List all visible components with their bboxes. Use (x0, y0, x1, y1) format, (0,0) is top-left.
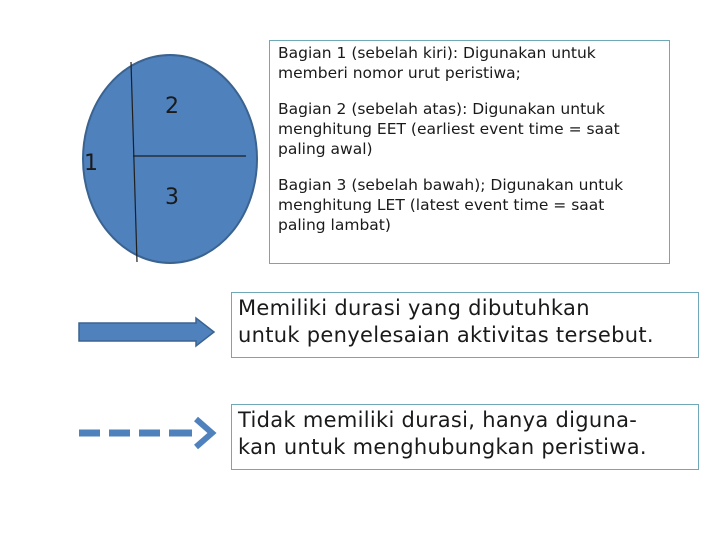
dashed-arrow-description: Tidak memiliki durasi, hanya diguna- kan untuk menghubungkan peristiwa. (238, 408, 647, 459)
dashed-arrow-description-box (231, 404, 699, 470)
part-2-description: Bagian 2 (sebelah atas): Digunakan untuk menghitung EET (earliest event time = saat paling awal) (278, 100, 620, 158)
part-1-description: Bagian 1 (sebelah kiri): Digunakan untuk memberi nomor urut peristiwa; (278, 44, 596, 82)
node-legend-box (269, 40, 670, 264)
solid-arrow-description-box (231, 292, 699, 358)
part-2-number: 2 (165, 94, 179, 119)
solid-activity-arrow (79, 318, 214, 346)
part-3-number: 3 (165, 185, 179, 210)
solid-arrow-description: Memiliki durasi yang dibutuhkan untuk penyelesaian aktivitas tersebut. (238, 296, 654, 347)
event-node (83, 55, 257, 263)
part-1-number: 1 (84, 151, 98, 176)
dashed-dummy-arrow (79, 419, 212, 447)
part-3-description: Bagian 3 (sebelah bawah); Digunakan untuk menghitung LET (latest event time = saat paling lambat) (278, 176, 624, 234)
